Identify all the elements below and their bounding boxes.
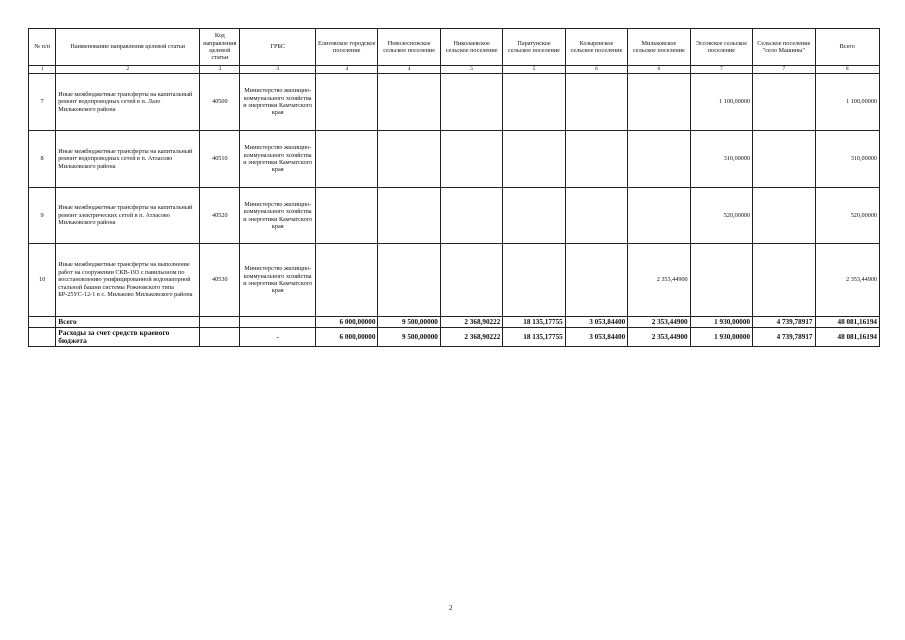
header-num: № п/п: [29, 29, 56, 66]
row-value: [753, 244, 815, 317]
total-row-value: 9 500,00000: [378, 317, 440, 328]
table-row: [29, 131, 880, 188]
row-number: 7: [29, 74, 56, 131]
row-grbs: Министерство жилищно-коммунального хозяйства и энергетики Камчатского края: [240, 188, 316, 244]
column-index: 5: [503, 66, 565, 74]
row-value: [440, 74, 502, 131]
row-value: [753, 131, 815, 188]
total-row-value: 4 739,78917: [753, 317, 815, 328]
header-settlement-kozyrevskoe: Козыревское сельское поселение: [565, 29, 627, 66]
regional-row-code: [200, 328, 240, 347]
table-row: [29, 244, 880, 317]
regional-budget-row: [29, 328, 880, 347]
row-value: [440, 188, 502, 244]
header-name: Наименование направления целевой статьи: [56, 29, 200, 66]
row-value: [503, 244, 565, 317]
budget-sheet: [28, 28, 880, 347]
total-row-value: 18 135,17755: [503, 317, 565, 328]
row-code: 40510: [200, 131, 240, 188]
header-settlement-milkovskoe: Мильковское сельское поселение: [628, 29, 690, 66]
row-grbs: Министерство жилищно-коммунального хозяйства и энергетики Камчатского края: [240, 131, 316, 188]
header-settlement-selo-mashiny: Сельское поселение "село Машины": [753, 29, 815, 66]
row-number: 10: [29, 244, 56, 317]
total-row-value: 2 353,44900: [628, 317, 690, 328]
row-number: 8: [29, 131, 56, 188]
column-index: 4: [378, 66, 440, 74]
row-value: [690, 244, 752, 317]
total-row-code: [200, 317, 240, 328]
regional-row-value: 6 000,00000: [316, 328, 378, 347]
row-value: [378, 74, 440, 131]
row-value: [565, 244, 627, 317]
total-row: [29, 317, 880, 328]
row-total: 310,00000: [815, 131, 880, 188]
table-row: [29, 74, 880, 131]
regional-row-value: 9 500,00000: [378, 328, 440, 347]
regional-row-value: 2 368,90222: [440, 328, 502, 347]
header-code: Код направления целевой статьи: [200, 29, 240, 66]
page-number: 2: [449, 604, 453, 612]
header-row: [29, 29, 880, 66]
header-settlement-essovskoe: Эссовское сельское поселение: [690, 29, 752, 66]
row-value: [378, 244, 440, 317]
column-index: 4: [316, 66, 378, 74]
row-value: [378, 131, 440, 188]
row-value: 310,00000: [690, 131, 752, 188]
row-value: [503, 74, 565, 131]
total-row-value: 1 930,00000: [690, 317, 752, 328]
column-index: 8: [815, 66, 880, 74]
total-row-value: 6 000,00000: [316, 317, 378, 328]
header-settlement-elizovo: Елизовское городское поселение: [316, 29, 378, 66]
regional-row-label: Расходы за счет средств краевого бюджета: [56, 328, 200, 347]
regional-row-value: 1 930,00000: [690, 328, 752, 347]
row-name: Иные межбюджетные трансферты на выполнение работ на сооружении СКВ-193 с павильоном по восстановлению унифицированной водонапорной стальной башни системы Рожновского типа БР-25УС-12-1 в с. Мильково Мильковского района: [56, 244, 200, 317]
column-index-row: [29, 66, 880, 74]
table-row: [29, 188, 880, 244]
row-value: 520,00000: [690, 188, 752, 244]
row-value: 2 353,44900: [628, 244, 690, 317]
row-total: 1 100,00000: [815, 74, 880, 131]
header-settlement-nikolaevskoe: Николаевское сельское поселение: [440, 29, 502, 66]
column-index: 6: [565, 66, 627, 74]
column-index: 3: [240, 66, 316, 74]
row-value: [378, 188, 440, 244]
total-row-grbs: [240, 317, 316, 328]
header-grbs: ГРБС: [240, 29, 316, 66]
regional-row-value: 3 053,84400: [565, 328, 627, 347]
column-index: 6: [628, 66, 690, 74]
total-row-value: 3 053,84400: [565, 317, 627, 328]
row-value: [628, 131, 690, 188]
row-value: [503, 188, 565, 244]
row-code: 40500: [200, 74, 240, 131]
column-index: 7: [690, 66, 752, 74]
budget-table: [28, 28, 880, 347]
row-grbs: Министерство жилищно-коммунального хозяйства и энергетики Камчатского края: [240, 244, 316, 317]
regional-row-value: 4 739,78917: [753, 328, 815, 347]
regional-row-total: 48 081,16194: [815, 328, 880, 347]
row-value: [628, 188, 690, 244]
row-value: [316, 188, 378, 244]
row-value: [565, 74, 627, 131]
regional-row-value: 18 135,17755: [503, 328, 565, 347]
row-value: [565, 131, 627, 188]
row-value: [316, 244, 378, 317]
row-total: 520,00000: [815, 188, 880, 244]
total-row-num: [29, 317, 56, 328]
row-value: 1 100,00000: [690, 74, 752, 131]
regional-row-grbs: -: [240, 328, 316, 347]
total-row-label: Всего: [56, 317, 200, 328]
row-value: [565, 188, 627, 244]
column-index: 5: [440, 66, 502, 74]
row-value: [316, 74, 378, 131]
row-value: [753, 74, 815, 131]
regional-row-num: [29, 328, 56, 347]
column-index: 1: [29, 66, 56, 74]
row-value: [628, 74, 690, 131]
column-index: 3: [200, 66, 240, 74]
row-value: [753, 188, 815, 244]
regional-row-value: 2 353,44900: [628, 328, 690, 347]
row-value: [440, 131, 502, 188]
row-grbs: Министерство жилищно-коммунального хозяйства и энергетики Камчатского края: [240, 74, 316, 131]
row-value: [503, 131, 565, 188]
row-number: 9: [29, 188, 56, 244]
row-name: Иные межбюджетные трансферты на капитальный ремонт водопроводных сетей в п. Атласово Мильковского района: [56, 131, 200, 188]
header-settlement-novolesnovskoe: Новолесновское сельское поселение: [378, 29, 440, 66]
total-row-value: 2 368,90222: [440, 317, 502, 328]
header-settlement-paratunskoe: Паратунское сельское поселение: [503, 29, 565, 66]
row-name: Иные межбюджетные трансферты на капитальный ремонт электрических сетей в п. Атласово Мильковского района: [56, 188, 200, 244]
row-name: Иные межбюджетные трансферты на капитальный ремонт водопроводных сетей в п. Лазо Мильковского района: [56, 74, 200, 131]
row-code: 40530: [200, 244, 240, 317]
column-index: 2: [56, 66, 200, 74]
row-value: [316, 131, 378, 188]
column-index: 7: [753, 66, 815, 74]
header-total: Всего: [815, 29, 880, 66]
row-total: 2 353,44900: [815, 244, 880, 317]
row-code: 40520: [200, 188, 240, 244]
total-row-total: 48 081,16194: [815, 317, 880, 328]
row-value: [440, 244, 502, 317]
